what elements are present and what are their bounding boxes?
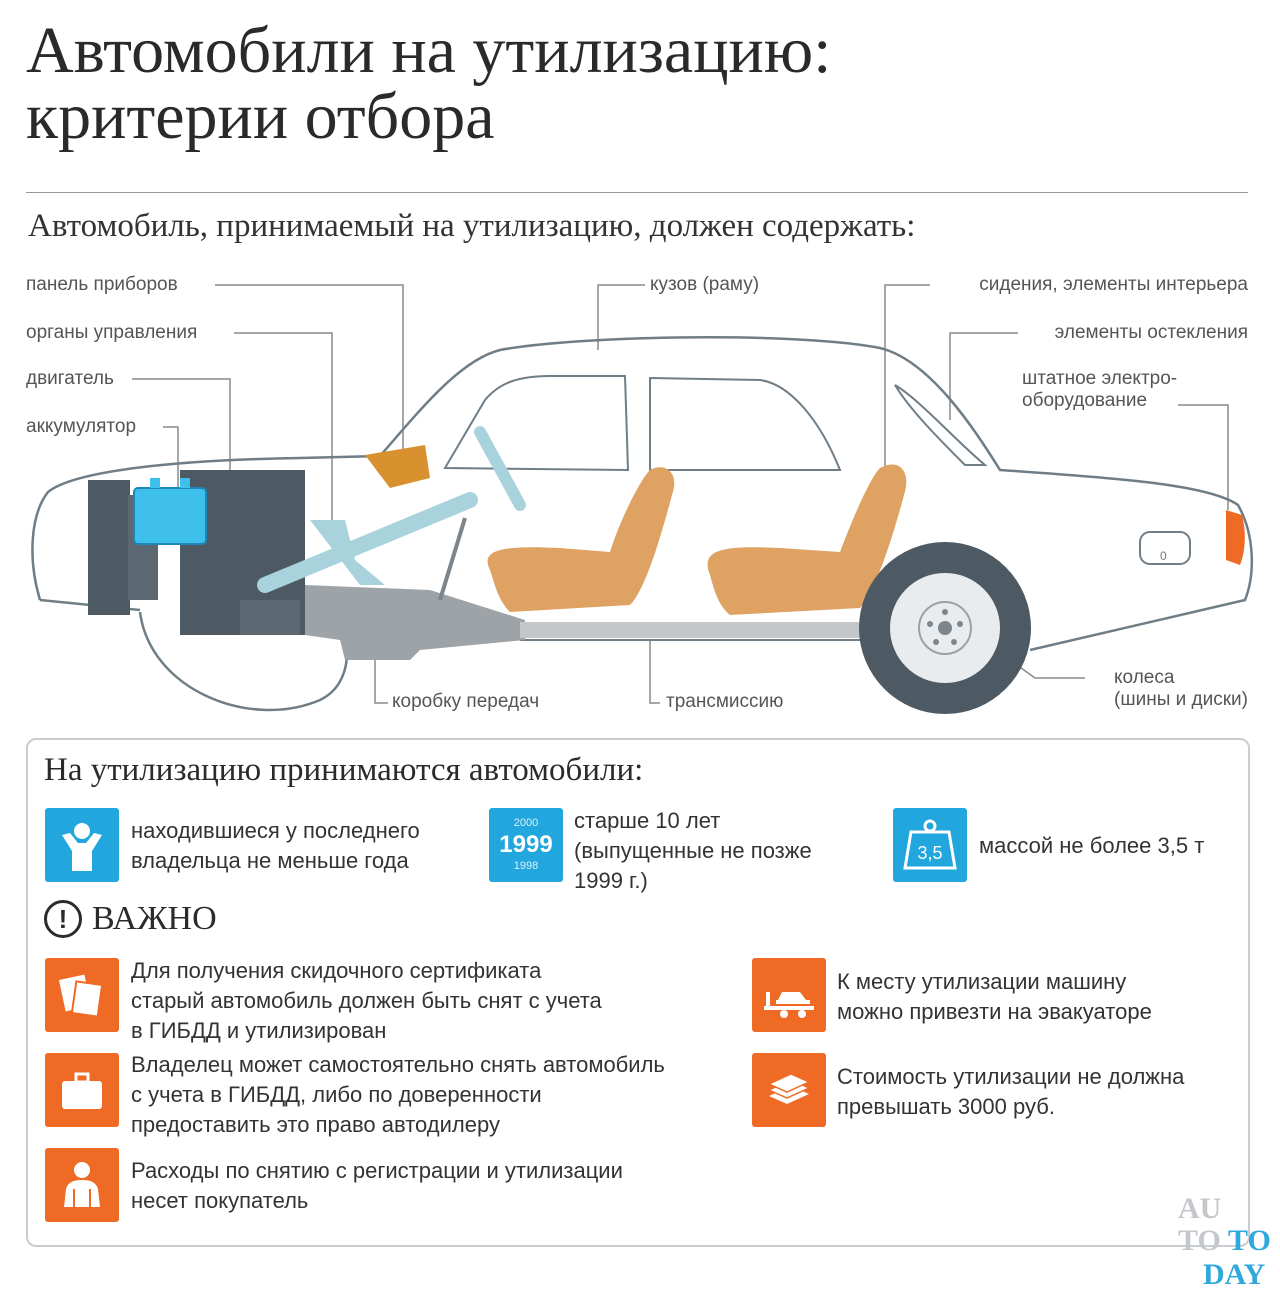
gearbox	[305, 585, 525, 660]
tow-truck-icon	[752, 958, 826, 1032]
exclamation-icon: !	[44, 900, 82, 938]
important-heading	[44, 900, 217, 938]
important-item-certificate-line-1: Для получения скидочного сертификата	[131, 958, 542, 983]
accepted-item-owner-line-2: владельца не меньше года	[131, 848, 409, 873]
important-item-cost-line-2: превышать 3000 руб.	[837, 1094, 1055, 1119]
watermark-to-1: TO	[1178, 1224, 1221, 1257]
watermark-to-2: TO	[1228, 1224, 1271, 1257]
page-title-line-2: критерии отбора	[26, 80, 495, 153]
battery	[134, 488, 206, 544]
radiator	[88, 480, 130, 615]
money-icon	[752, 1053, 826, 1127]
important-item-tow	[837, 967, 1152, 1027]
year-main: 1999	[499, 831, 553, 858]
rear-window	[650, 378, 840, 470]
person-icon	[45, 808, 119, 882]
important-item-deregistration	[131, 1050, 665, 1140]
section-subtitle: Автомобиль, принимаемый на утилизацию, должен содержать:	[28, 208, 916, 244]
briefcase-icon	[45, 1053, 119, 1127]
important-item-deregistration-line-1: Владелец может самостоятельно снять автомобиль	[131, 1052, 665, 1077]
important-item-tow-line-1: К месту утилизации машину	[837, 969, 1127, 994]
important-item-certificate-line-2: старый автомобиль должен быть снят с учета	[131, 988, 602, 1013]
front-window	[445, 376, 628, 470]
gear-lever	[440, 518, 465, 600]
important-item-expenses-line-2: несет покупатель	[131, 1188, 309, 1213]
buyer-icon	[45, 1148, 119, 1222]
label-electrics-line-2: оборудование	[1022, 390, 1148, 411]
important-item-deregistration-line-3: предоставить это право автодилеру	[131, 1112, 500, 1137]
label-electrics	[1022, 368, 1177, 412]
tail-light	[1226, 510, 1245, 565]
watermark-au: AU	[1178, 1192, 1222, 1225]
label-body: кузов (раму)	[650, 274, 760, 295]
label-seats: сидения, элементы интерьера	[979, 274, 1248, 295]
page-title	[26, 14, 1226, 153]
important-item-cost-line-1: Стоимость утилизации не должна	[837, 1064, 1185, 1089]
accepted-item-age-line-2: (выпущенные не позже	[574, 838, 812, 863]
weight-label: 3,5	[917, 843, 943, 863]
calendar-year-icon	[489, 808, 563, 882]
label-wheels-line-2: (шины и диски)	[1114, 689, 1248, 710]
important-item-expenses-line-1: Расходы по снятию с регистрации и утилизации	[131, 1158, 623, 1183]
important-title: ВАЖНО	[92, 900, 217, 937]
year-bottom: 1998	[513, 860, 539, 872]
important-item-expenses	[131, 1156, 623, 1216]
documents-icon	[45, 958, 119, 1032]
accepted-title: На утилизацию принимаются автомобили:	[44, 752, 644, 788]
important-item-deregistration-line-2: с учета в ГИБДД, либо по доверенности	[131, 1082, 542, 1107]
accepted-item-owner-line-1: находившиеся у последнего	[131, 818, 420, 843]
important-item-certificate	[131, 956, 602, 1046]
label-engine: двигатель	[26, 368, 114, 389]
accepted-item-age	[574, 806, 812, 896]
label-dashboard: панель приборов	[26, 274, 178, 295]
year-top: 2000	[513, 817, 539, 829]
important-item-certificate-line-3: в ГИБДД и утилизирован	[131, 1018, 387, 1043]
weight-icon	[893, 808, 967, 882]
driveshaft	[520, 622, 860, 638]
label-wheels-line-1: колеса	[1114, 667, 1175, 688]
label-electrics-line-1: штатное электро-	[1022, 368, 1178, 389]
label-glazing: элементы остекления	[1054, 322, 1248, 343]
dashboard	[365, 445, 430, 488]
important-item-tow-line-2: можно привезти на эвакуаторе	[837, 999, 1152, 1024]
label-battery: аккумулятор	[26, 416, 137, 437]
watermark-day: DAY	[1203, 1258, 1266, 1291]
label-wheels	[1114, 667, 1248, 711]
divider	[26, 192, 1248, 193]
accepted-item-owner	[131, 816, 420, 876]
label-transmission: трансмиссию	[666, 691, 784, 712]
accepted-item-age-line-1: старше 10 лет	[574, 808, 721, 833]
label-controls: органы управления	[26, 322, 198, 343]
accepted-item-weight: массой не более 3,5 т	[979, 833, 1205, 858]
label-gearbox: коробку передач	[392, 691, 540, 712]
accepted-item-age-line-3: 1999 г.)	[574, 868, 648, 893]
page-title-line-1: Автомобили на утилизацию:	[26, 14, 832, 87]
important-item-cost	[837, 1062, 1184, 1122]
svg-text:0: 0	[1160, 549, 1167, 563]
